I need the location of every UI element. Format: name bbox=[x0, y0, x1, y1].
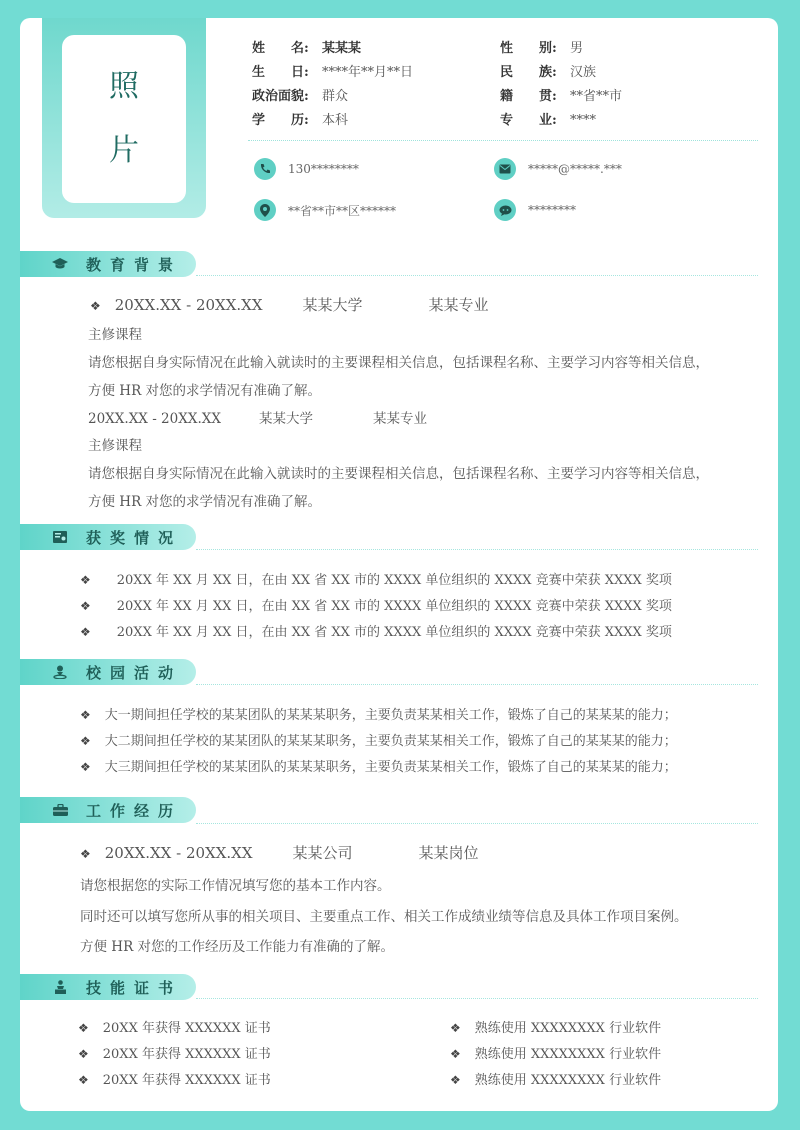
education-major: 某某专业 bbox=[428, 296, 489, 314]
award-item bbox=[80, 595, 672, 614]
education-period: 20XX.XX - 20XX.XX bbox=[88, 411, 221, 427]
section-header-education bbox=[20, 251, 196, 277]
info-origin bbox=[500, 85, 622, 104]
info-ethnicity bbox=[500, 61, 596, 80]
envelope-icon bbox=[494, 158, 516, 180]
bullet-icon: ❖ bbox=[78, 1021, 89, 1035]
section-divider bbox=[196, 684, 758, 685]
bullet-icon: ❖ bbox=[80, 599, 91, 613]
info-value: 某某某 bbox=[322, 41, 362, 56]
bullet-icon: ❖ bbox=[450, 1021, 461, 1035]
section-title: 技能证书 bbox=[86, 978, 183, 997]
contact-wechat[interactable] bbox=[494, 199, 576, 221]
skill-text: 熟练使用 XXXXXXXX 行业软件 bbox=[474, 1073, 662, 1088]
info-major bbox=[500, 109, 596, 128]
skill-text: 20XX 年获得 XXXXXX 证书 bbox=[102, 1073, 271, 1088]
section-title: 校园活动 bbox=[86, 663, 183, 682]
contact-phone[interactable] bbox=[254, 158, 359, 180]
info-value: **** bbox=[570, 113, 596, 128]
campus-text: 大一期间担任学校的某某团队的某某某职务，主要负责某某相关工作，锻炼了自己的某某某的能力； bbox=[104, 708, 677, 723]
person-location-icon bbox=[52, 664, 68, 680]
bullet-icon: ❖ bbox=[80, 760, 91, 774]
photo-char-2: 片 bbox=[109, 133, 139, 168]
work-description: 方便 HR 对您的工作经历及工作能力有准确的了解。 bbox=[80, 939, 395, 955]
work-description: 同时还可以填写您所从事的相关项目、主要重点工作、相关工作成绩业绩等信息及具体工作项目案例。 bbox=[80, 909, 688, 925]
award-text: 20XX 年 XX 月 XX 日，在由 XX 省 XX 市的 XXXX 单位组织的 XXXX 竞赛中荣获 XXXX 奖项 bbox=[116, 599, 672, 614]
info-value: 汉族 bbox=[570, 65, 597, 80]
campus-item bbox=[80, 704, 677, 723]
section-header-awards bbox=[20, 524, 196, 550]
work-company: 某某公司 bbox=[292, 844, 353, 862]
info-label: 专 业: bbox=[500, 113, 557, 128]
info-label: 民 族: bbox=[500, 65, 557, 80]
skill-item bbox=[78, 1043, 271, 1062]
education-school: 某某大学 bbox=[302, 296, 363, 314]
skill-text: 熟练使用 XXXXXXXX 行业软件 bbox=[474, 1047, 662, 1062]
certificate-icon bbox=[52, 529, 68, 545]
photo-placeholder[interactable] bbox=[62, 35, 186, 203]
info-value: **省**市 bbox=[570, 89, 623, 104]
email-value: *****@*****.*** bbox=[528, 162, 622, 176]
bullet-icon: ❖ bbox=[450, 1073, 461, 1087]
contact-address[interactable] bbox=[254, 199, 396, 221]
photo-char-1: 照 bbox=[109, 69, 139, 104]
bullet-icon: ❖ bbox=[90, 299, 101, 313]
info-label: 籍 贯: bbox=[500, 89, 557, 104]
bullet-icon: ❖ bbox=[80, 708, 91, 722]
course-description: 方便 HR 对您的求学情况有准确了解。 bbox=[88, 494, 322, 510]
work-description: 请您根据您的实际工作情况填写您的基本工作内容。 bbox=[80, 878, 391, 894]
divider bbox=[248, 140, 758, 141]
bullet-icon: ❖ bbox=[78, 1047, 89, 1061]
info-value: ****年**月**日 bbox=[322, 65, 414, 80]
education-major: 某某专业 bbox=[372, 411, 427, 427]
info-gender bbox=[500, 37, 583, 56]
skill-item bbox=[450, 1069, 661, 1088]
course-label: 主修课程 bbox=[88, 327, 142, 343]
section-header-skills bbox=[20, 974, 196, 1000]
skill-item bbox=[78, 1017, 271, 1036]
info-politics bbox=[252, 85, 348, 104]
bullet-icon: ❖ bbox=[80, 847, 91, 861]
skill-item bbox=[450, 1017, 661, 1036]
info-label: 性 别: bbox=[500, 41, 557, 56]
section-divider bbox=[196, 275, 758, 276]
phone-icon bbox=[254, 158, 276, 180]
info-birthday bbox=[252, 61, 413, 80]
education-school: 某某大学 bbox=[258, 411, 313, 427]
work-position: 某某岗位 bbox=[418, 844, 479, 862]
education-entry bbox=[88, 407, 427, 427]
phone-value: 130******** bbox=[288, 162, 359, 176]
campus-text: 大三期间担任学校的某某团队的某某某职务，主要负责某某相关工作，锻炼了自己的某某某的能力； bbox=[104, 760, 677, 775]
info-value: 男 bbox=[570, 41, 584, 56]
campus-text: 大二期间担任学校的某某团队的某某某职务，主要负责某某相关工作，锻炼了自己的某某某的能力； bbox=[104, 734, 677, 749]
wechat-value: ******** bbox=[528, 203, 576, 217]
section-divider bbox=[196, 549, 758, 550]
bullet-icon: ❖ bbox=[78, 1073, 89, 1087]
section-header-work bbox=[20, 797, 196, 823]
skill-text: 20XX 年获得 XXXXXX 证书 bbox=[102, 1047, 271, 1062]
bullet-icon: ❖ bbox=[80, 734, 91, 748]
award-text: 20XX 年 XX 月 XX 日，在由 XX 省 XX 市的 XXXX 单位组织的 XXXX 竞赛中荣获 XXXX 奖项 bbox=[116, 573, 672, 588]
info-value: 群众 bbox=[322, 89, 349, 104]
course-description: 请您根据自身实际情况在此输入就读时的主要课程相关信息，包括课程名称、主要学习内容等相关信息， bbox=[88, 355, 709, 371]
info-name bbox=[252, 37, 361, 56]
bullet-icon: ❖ bbox=[80, 625, 91, 639]
section-title: 教育背景 bbox=[86, 255, 183, 274]
education-entry bbox=[90, 294, 489, 315]
work-period: 20XX.XX - 20XX.XX bbox=[104, 844, 253, 862]
info-label: 政治面貌: bbox=[252, 89, 309, 104]
education-period: 20XX.XX - 20XX.XX bbox=[114, 296, 263, 314]
skill-item bbox=[450, 1043, 661, 1062]
course-description: 方便 HR 对您的求学情况有准确了解。 bbox=[88, 383, 322, 399]
skill-text: 熟练使用 XXXXXXXX 行业软件 bbox=[474, 1021, 662, 1036]
bullet-icon: ❖ bbox=[450, 1047, 461, 1061]
section-divider bbox=[196, 823, 758, 824]
skill-text: 20XX 年获得 XXXXXX 证书 bbox=[102, 1021, 271, 1036]
info-label: 学 历: bbox=[252, 113, 309, 128]
campus-item bbox=[80, 730, 677, 749]
info-label: 生 日: bbox=[252, 65, 309, 80]
info-education bbox=[252, 109, 348, 128]
location-pin-icon bbox=[254, 199, 276, 221]
section-header-campus bbox=[20, 659, 196, 685]
chat-bubble-icon bbox=[494, 199, 516, 221]
briefcase-icon bbox=[52, 802, 68, 818]
course-label: 主修课程 bbox=[88, 438, 142, 454]
bullet-icon: ❖ bbox=[80, 573, 91, 587]
award-text: 20XX 年 XX 月 XX 日，在由 XX 省 XX 市的 XXXX 单位组织的 XXXX 竞赛中荣获 XXXX 奖项 bbox=[116, 625, 672, 640]
address-value: **省**市**区****** bbox=[288, 203, 397, 218]
award-item bbox=[80, 621, 672, 640]
graduation-cap-icon bbox=[52, 256, 68, 272]
section-divider bbox=[196, 998, 758, 999]
section-title: 工作经历 bbox=[86, 801, 183, 820]
section-title: 获奖情况 bbox=[86, 528, 183, 547]
contact-email[interactable] bbox=[494, 158, 622, 180]
work-entry bbox=[80, 842, 479, 863]
course-description: 请您根据自身实际情况在此输入就读时的主要课程相关信息，包括课程名称、主要学习内容等相关信息， bbox=[88, 466, 709, 482]
award-item bbox=[80, 569, 672, 588]
skill-item bbox=[78, 1069, 271, 1088]
person-podium-icon bbox=[52, 979, 68, 995]
info-value: 本科 bbox=[322, 113, 349, 128]
campus-item bbox=[80, 756, 677, 775]
info-label: 姓 名: bbox=[252, 41, 309, 56]
